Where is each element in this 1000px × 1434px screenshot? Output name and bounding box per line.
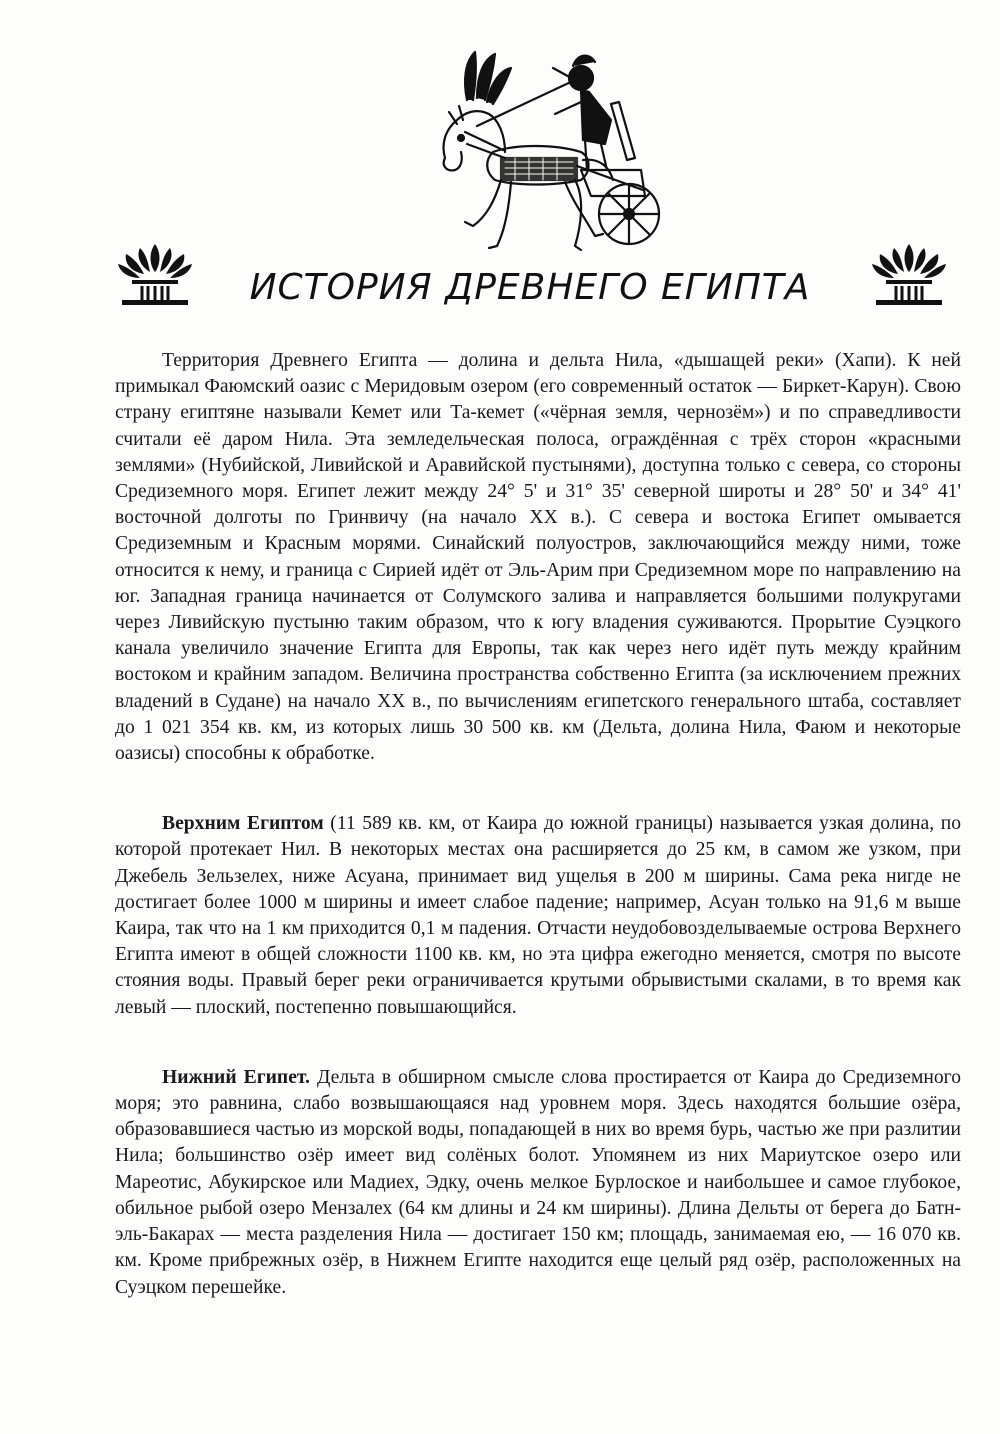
paragraph-lower-egypt: [115, 1065, 961, 1301]
lotus-ornament-icon: [868, 238, 950, 310]
page-title: ИСТОРИЯ ДРЕВНЕГО ЕГИПТА: [249, 267, 811, 308]
paragraph-text: Дельта в обширном смысле слова простирается от Каира до Средиземного моря; это равнина, слабо возвышающаяся над уровнем моря. Здесь находятся большие озёра, образовавшиеся частью из морской воды, попадающей в них во время бурь, частью же при разлитии Нила; большинство озёр имеет вид солёных болот. Упомянем из них Мариутское озеро или Мареотис, Абукирское или Мадиех, Эдку, очень мелкое Бурлоское и наибольшее и самое глубокое, обильное рыбой озеро Мензалех (64 км длины и 24 км ширины). Длина Дельты от берега до Батн-эль-Бакарах — места разделения Нила — достигает 150 км; площадь, занимаемая ею, — 16 070 кв. км. Кроме прибрежных озёр, в Нижнем Египте находится еще целый ряд озёр, расположенных на Суэцком перешейке.: [115, 1066, 962, 1298]
paragraph-lead: Верхним Египтом: [162, 813, 324, 835]
article-body: [115, 348, 961, 1345]
page-header: [0, 0, 1000, 330]
paragraph-upper-egypt: [115, 811, 961, 1021]
paragraph-text: Территория Древнего Египта — долина и дельта Нила, «дышащей реки» (Хапи). К ней примыкал Фаюмский оазис с Меридовым озером (его современный остаток — Биркет-Карун). Свою страну египтяне называли Кемет или Та-кемет («чёрная земля, чернозём») и по справедливости считали её даром Нила. Эта земледельческая полоса, ограждённая с трёх сторон «красными землями» (Нубийской, Ливийской и Аравийской пустынями), доступна только с севера, со стороны Средиземного моря. Египет лежит между 24° 5' и 31° 35' северной широты и 28° 50' и 34° 41' восточной долготы по Гринвичу (на начало XX в.). С севера и востока Египет омывается Средиземным и Красным морями. Синайский полуостров, заключающийся между ними, тоже относится к нему, и граница с Сирией идёт от Эль-Арим при Средиземном море по направлению на юг. Западная граница начинается от Солумского залива и направляется большими полукругами через Ливийскую пустыню таким образом, что к югу владения суживаются. Прорытие Суэцкого канала увеличило значение Египта для Европы, так как через него идёт путь между крайним востоком и крайним западом. Величина пространства собственно Египта (за исключением прежних владений в Судане) на начало XX в., по вычислениям египетского генерального штаба, составляет до 1 021 354 кв. км, из которых лишь 30 500 кв. км (Дельта, долина Нила, Фаюм и некоторые оазисы) способны к обработке.: [115, 350, 961, 765]
chariot-illustration: [405, 40, 675, 280]
paragraph-text: (11 589 кв. км, от Каира до южной границы) называется узкая долина, по которой протекает Нил. В некоторых местах она расширяется до 25 км, в самом же узком, при Джебель Зельзелех, ниже Асуана, принимает вид ущелья в 200 м ширины. Сама река нигде не достигает более 1000 м ширины и имеет слабое падение; например, Асуан только на 91,6 м выше Каира, так что на 1 км приходится 0,1 м падения. Отчасти неудобовозделываемые острова Верхнего Египта имеют в общей сложности 1100 кв. км, но эта цифра ежегодно меняется, смотря по высоте стояния воды. Правый берег реки ограничивается крутыми обрывистыми скалами, в то время как левый — плоский, постепенно повышающийся.: [115, 813, 961, 1018]
paragraph-territory: [115, 348, 961, 767]
lotus-ornament-icon: [114, 238, 196, 310]
paragraph-lead: Нижний Египет.: [162, 1066, 310, 1088]
